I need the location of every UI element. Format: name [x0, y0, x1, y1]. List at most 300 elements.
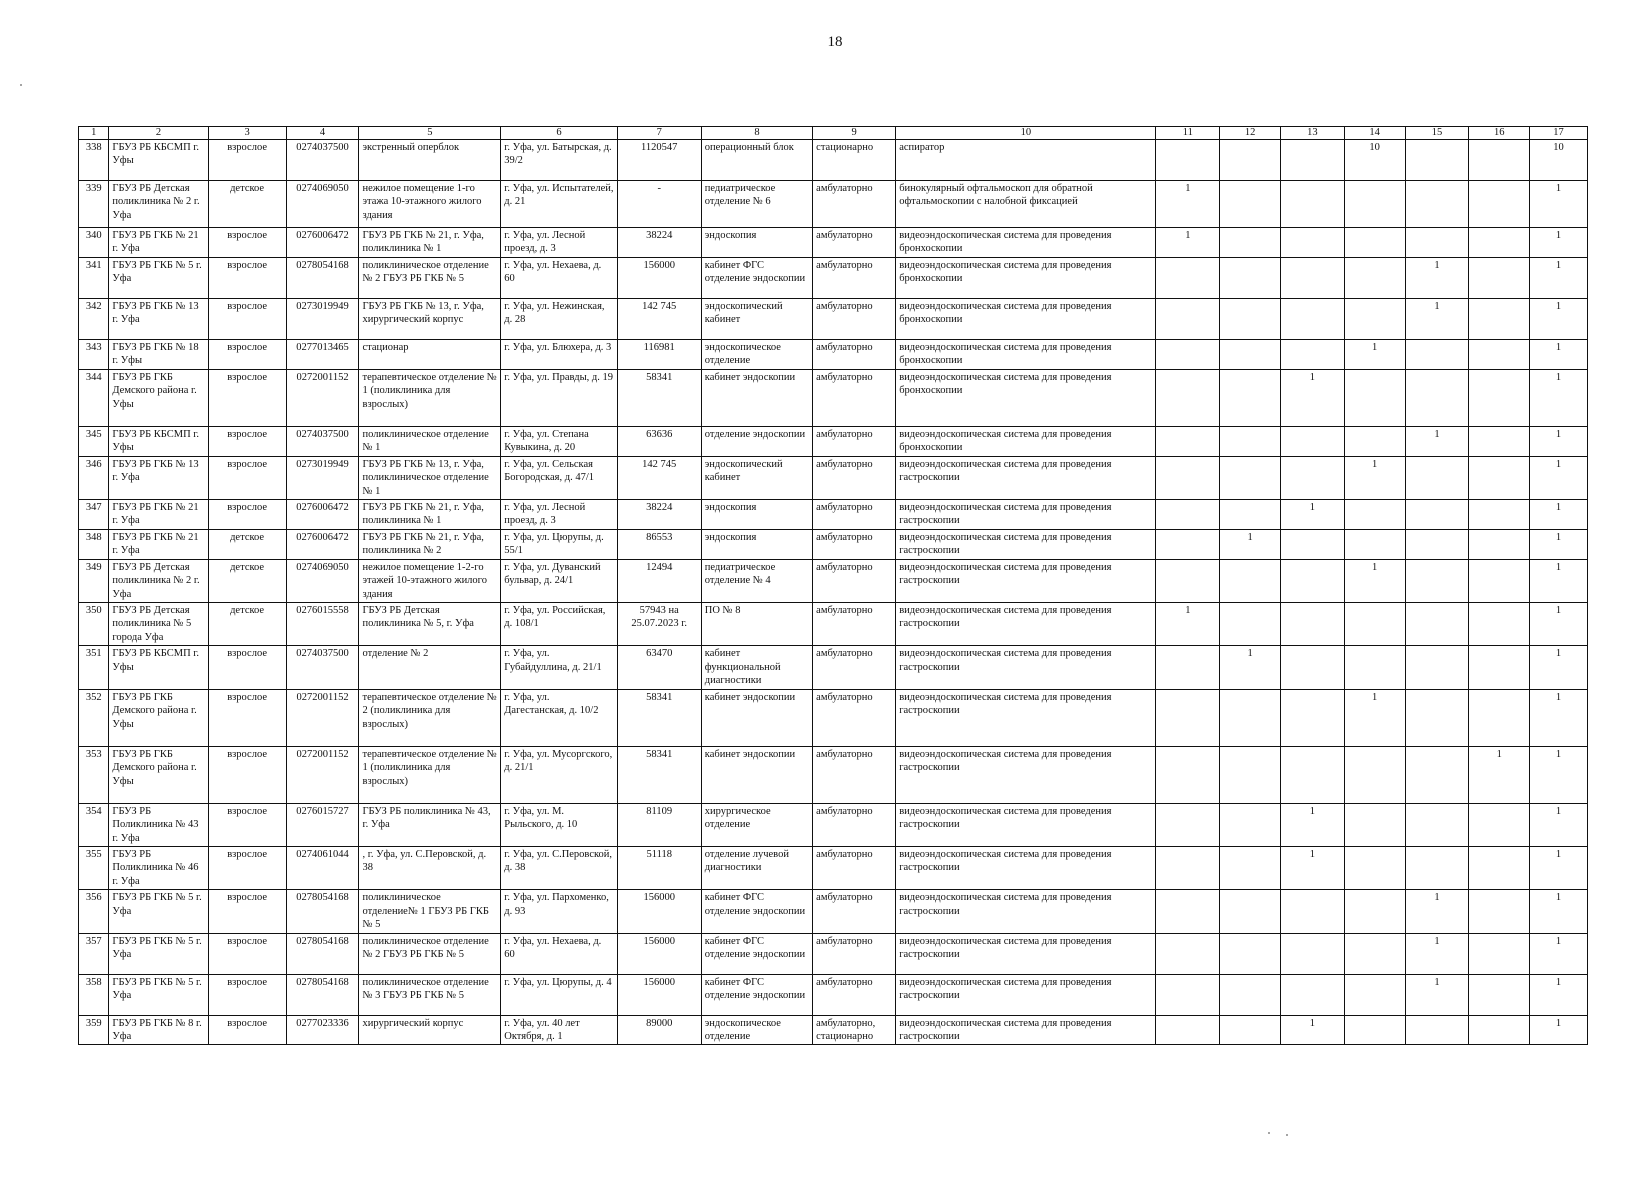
organization-cell: ГБУЗ РБ КБСМП г. Уфы: [109, 646, 208, 689]
inn-cell: 0276015558: [286, 603, 359, 646]
scan-speck: [1268, 1132, 1270, 1134]
inn-cell: 0272001152: [286, 369, 359, 426]
equipment-cell: видеоэндоскопическая система для проведения гастроскопии: [896, 559, 1156, 602]
count-cell-11: [1156, 689, 1220, 746]
subdivision-cell: ГБУЗ РБ ГКБ № 21, г. Уфа, поликлиника № 2: [359, 529, 501, 559]
count-cell-12: [1220, 369, 1281, 426]
organization-cell: ГБУЗ РБ ГКБ № 13 г. Уфа: [109, 298, 208, 339]
count-cell-17: 1: [1530, 846, 1588, 889]
count-cell-16: [1469, 257, 1530, 298]
age-group-cell: взрослое: [208, 339, 286, 369]
count-cell-17: 1: [1530, 298, 1588, 339]
column-header: 13: [1281, 127, 1345, 140]
care-mode-cell: амбулаторно: [813, 846, 896, 889]
population-cell: -: [617, 181, 701, 228]
population-cell: 142 745: [617, 298, 701, 339]
count-cell-16: [1469, 499, 1530, 529]
population-cell: 81109: [617, 803, 701, 846]
inn-cell: 0276006472: [286, 529, 359, 559]
department-cell: педиатрическое отделение № 4: [701, 559, 812, 602]
count-cell-12: [1220, 228, 1281, 258]
organization-cell: ГБУЗ РБ ГКБ № 21 г. Уфа: [109, 529, 208, 559]
department-cell: эндоскопическое отделение: [701, 339, 812, 369]
table-row: [79, 846, 1588, 889]
population-cell: 156000: [617, 890, 701, 933]
table-row: [79, 689, 1588, 746]
age-group-cell: взрослое: [208, 228, 286, 258]
count-cell-14: [1344, 603, 1405, 646]
count-cell-15: [1405, 646, 1469, 689]
count-cell-12: 1: [1220, 646, 1281, 689]
population-cell: 142 745: [617, 456, 701, 499]
equipment-cell: видеоэндоскопическая система для проведения гастроскопии: [896, 746, 1156, 803]
count-cell-16: [1469, 369, 1530, 426]
population-cell: 156000: [617, 974, 701, 1015]
count-cell-13: [1281, 529, 1345, 559]
count-cell-12: [1220, 181, 1281, 228]
organization-cell: ГБУЗ РБ ГКБ № 5 г. Уфа: [109, 890, 208, 933]
organization-cell: ГБУЗ РБ ГКБ № 13 г. Уфа: [109, 456, 208, 499]
organization-cell: ГБУЗ РБ ГКБ № 5 г. Уфа: [109, 257, 208, 298]
subdivision-cell: отделение № 2: [359, 646, 501, 689]
table-row: [79, 890, 1588, 933]
count-cell-12: [1220, 603, 1281, 646]
equipment-cell: видеоэндоскопическая система для проведения гастроскопии: [896, 803, 1156, 846]
row-number: 349: [79, 559, 109, 602]
inn-cell: 0276015727: [286, 803, 359, 846]
count-cell-15: [1405, 559, 1469, 602]
count-cell-16: [1469, 846, 1530, 889]
age-group-cell: взрослое: [208, 890, 286, 933]
count-cell-14: [1344, 181, 1405, 228]
department-cell: кабинет ФГС отделение эндоскопии: [701, 974, 812, 1015]
inn-cell: 0273019949: [286, 456, 359, 499]
table-row: [79, 426, 1588, 456]
count-cell-16: [1469, 689, 1530, 746]
inn-cell: 0274069050: [286, 181, 359, 228]
count-cell-15: [1405, 456, 1469, 499]
column-header: 2: [109, 127, 208, 140]
care-mode-cell: амбулаторно: [813, 181, 896, 228]
address-cell: г. Уфа, ул. Батырская, д. 39/2: [501, 140, 617, 181]
count-cell-17: 1: [1530, 228, 1588, 258]
care-mode-cell: амбулаторно: [813, 933, 896, 974]
equipment-cell: видеоэндоскопическая система для проведения гастроскопии: [896, 974, 1156, 1015]
count-cell-17: 1: [1530, 499, 1588, 529]
column-header: 9: [813, 127, 896, 140]
organization-cell: ГБУЗ РБ ГКБ № 5 г. Уфа: [109, 974, 208, 1015]
count-cell-17: 1: [1530, 646, 1588, 689]
department-cell: эндоскопия: [701, 228, 812, 258]
organization-cell: ГБУЗ РБ ГКБ Демского района г. Уфы: [109, 689, 208, 746]
organization-cell: ГБУЗ РБ ГКБ № 18 г. Уфы: [109, 339, 208, 369]
count-cell-14: [1344, 933, 1405, 974]
row-number: 354: [79, 803, 109, 846]
department-cell: эндоскопия: [701, 499, 812, 529]
column-header: 5: [359, 127, 501, 140]
address-cell: г. Уфа, ул. Пархоменко, д. 93: [501, 890, 617, 933]
address-cell: г. Уфа, ул. Нежинская, д. 28: [501, 298, 617, 339]
age-group-cell: детское: [208, 559, 286, 602]
table-row: [79, 559, 1588, 602]
count-cell-13: [1281, 603, 1345, 646]
row-number: 348: [79, 529, 109, 559]
row-number: 358: [79, 974, 109, 1015]
count-cell-11: [1156, 499, 1220, 529]
care-mode-cell: амбулаторно: [813, 689, 896, 746]
count-cell-13: [1281, 140, 1345, 181]
department-cell: ПО № 8: [701, 603, 812, 646]
subdivision-cell: стационар: [359, 339, 501, 369]
count-cell-17: 1: [1530, 890, 1588, 933]
count-cell-17: 1: [1530, 746, 1588, 803]
count-cell-11: [1156, 257, 1220, 298]
population-cell: 156000: [617, 933, 701, 974]
address-cell: г. Уфа, ул. Испытателей, д. 21: [501, 181, 617, 228]
count-cell-16: [1469, 646, 1530, 689]
inn-cell: 0278054168: [286, 974, 359, 1015]
count-cell-13: 1: [1281, 1015, 1345, 1045]
count-cell-16: [1469, 933, 1530, 974]
count-cell-13: [1281, 646, 1345, 689]
count-cell-11: [1156, 1015, 1220, 1045]
population-cell: 38224: [617, 228, 701, 258]
address-cell: г. Уфа, ул. С.Перовской, д. 38: [501, 846, 617, 889]
count-cell-14: 1: [1344, 456, 1405, 499]
count-cell-14: 10: [1344, 140, 1405, 181]
care-mode-cell: амбулаторно: [813, 974, 896, 1015]
organization-cell: ГБУЗ РБ Детская поликлиника № 2 г. Уфа: [109, 181, 208, 228]
equipment-cell: видеоэндоскопическая система для проведения бронхоскопии: [896, 426, 1156, 456]
count-cell-13: [1281, 426, 1345, 456]
row-number: 342: [79, 298, 109, 339]
count-cell-16: [1469, 228, 1530, 258]
care-mode-cell: амбулаторно: [813, 603, 896, 646]
age-group-cell: взрослое: [208, 846, 286, 889]
page-number: 18: [827, 34, 843, 50]
count-cell-13: [1281, 456, 1345, 499]
inn-cell: 0274037500: [286, 646, 359, 689]
table-row: [79, 499, 1588, 529]
subdivision-cell: нежилое помещение 1-го этажа 10-этажного жилого здания: [359, 181, 501, 228]
count-cell-15: [1405, 339, 1469, 369]
count-cell-14: [1344, 529, 1405, 559]
age-group-cell: детское: [208, 181, 286, 228]
age-group-cell: взрослое: [208, 746, 286, 803]
subdivision-cell: поликлиническое отделение № 1: [359, 426, 501, 456]
address-cell: г. Уфа, ул. Цюрупы, д. 4: [501, 974, 617, 1015]
subdivision-cell: экстренный оперблок: [359, 140, 501, 181]
count-cell-16: [1469, 140, 1530, 181]
address-cell: г. Уфа, ул. Мусоргского, д. 21/1: [501, 746, 617, 803]
equipment-cell: видеоэндоскопическая система для проведения бронхоскопии: [896, 369, 1156, 426]
count-cell-12: 1: [1220, 529, 1281, 559]
row-number: 359: [79, 1015, 109, 1045]
count-cell-16: [1469, 890, 1530, 933]
row-number: 347: [79, 499, 109, 529]
inn-cell: 0278054168: [286, 257, 359, 298]
age-group-cell: взрослое: [208, 974, 286, 1015]
count-cell-11: [1156, 426, 1220, 456]
organization-cell: ГБУЗ РБ ГКБ № 21 г. Уфа: [109, 499, 208, 529]
table-row: [79, 746, 1588, 803]
count-cell-15: 1: [1405, 257, 1469, 298]
population-cell: 38224: [617, 499, 701, 529]
population-cell: 116981: [617, 339, 701, 369]
count-cell-15: [1405, 603, 1469, 646]
count-cell-13: [1281, 890, 1345, 933]
equipment-cell: видеоэндоскопическая система для проведения гастроскопии: [896, 499, 1156, 529]
row-number: 341: [79, 257, 109, 298]
subdivision-cell: ГБУЗ РБ ГКБ № 21, г. Уфа, поликлиника № 1: [359, 228, 501, 258]
organization-cell: ГБУЗ РБ КБСМП г. Уфы: [109, 140, 208, 181]
address-cell: г. Уфа, ул. Дуванский бульвар, д. 24/1: [501, 559, 617, 602]
count-cell-15: [1405, 689, 1469, 746]
address-cell: г. Уфа, ул. М. Рыльского, д. 10: [501, 803, 617, 846]
scan-speck: [1286, 1134, 1288, 1136]
age-group-cell: взрослое: [208, 140, 286, 181]
equipment-cell: видеоэндоскопическая система для проведения гастроскопии: [896, 603, 1156, 646]
count-cell-11: 1: [1156, 181, 1220, 228]
count-cell-14: [1344, 369, 1405, 426]
column-header: 6: [501, 127, 617, 140]
table-row: [79, 339, 1588, 369]
subdivision-cell: терапевтическое отделение № 1 (поликлиника для взрослых): [359, 369, 501, 426]
row-number: 351: [79, 646, 109, 689]
age-group-cell: взрослое: [208, 456, 286, 499]
inn-cell: 0278054168: [286, 890, 359, 933]
department-cell: кабинет эндоскопии: [701, 689, 812, 746]
count-cell-13: 1: [1281, 846, 1345, 889]
department-cell: кабинет эндоскопии: [701, 369, 812, 426]
count-cell-13: [1281, 689, 1345, 746]
inn-cell: 0277023336: [286, 1015, 359, 1045]
subdivision-cell: , г. Уфа, ул. С.Перовской, д. 38: [359, 846, 501, 889]
address-cell: г. Уфа, ул. 40 лет Октября, д. 1: [501, 1015, 617, 1045]
department-cell: эндоскопия: [701, 529, 812, 559]
count-cell-12: [1220, 499, 1281, 529]
count-cell-11: 1: [1156, 603, 1220, 646]
department-cell: эндоскопический кабинет: [701, 298, 812, 339]
count-cell-14: [1344, 426, 1405, 456]
row-number: 344: [79, 369, 109, 426]
count-cell-15: 1: [1405, 890, 1469, 933]
age-group-cell: взрослое: [208, 369, 286, 426]
subdivision-cell: поликлиническое отделение№ 1 ГБУЗ РБ ГКБ № 5: [359, 890, 501, 933]
count-cell-13: [1281, 181, 1345, 228]
count-cell-11: [1156, 529, 1220, 559]
count-cell-12: [1220, 140, 1281, 181]
document-sheet: [78, 126, 1588, 1045]
equipment-cell: аспиратор: [896, 140, 1156, 181]
column-header: 4: [286, 127, 359, 140]
equipment-cell: видеоэндоскопическая система для проведения гастроскопии: [896, 646, 1156, 689]
count-cell-12: [1220, 846, 1281, 889]
equipment-cell: видеоэндоскопическая система для проведения гастроскопии: [896, 689, 1156, 746]
column-header: 3: [208, 127, 286, 140]
column-header: 11: [1156, 127, 1220, 140]
count-cell-11: [1156, 456, 1220, 499]
inn-cell: 0272001152: [286, 689, 359, 746]
count-cell-12: [1220, 803, 1281, 846]
column-header: 7: [617, 127, 701, 140]
count-cell-14: [1344, 846, 1405, 889]
count-cell-11: [1156, 559, 1220, 602]
table-row: [79, 933, 1588, 974]
column-header: 12: [1220, 127, 1281, 140]
equipment-cell: видеоэндоскопическая система для проведения гастроскопии: [896, 1015, 1156, 1045]
table-row: [79, 298, 1588, 339]
scan-speck: [20, 84, 22, 86]
count-cell-16: [1469, 803, 1530, 846]
care-mode-cell: амбулаторно: [813, 339, 896, 369]
organization-cell: ГБУЗ РБ Поликлиника № 43 г. Уфа: [109, 803, 208, 846]
age-group-cell: взрослое: [208, 646, 286, 689]
equipment-cell: видеоэндоскопическая система для проведения гастроскопии: [896, 890, 1156, 933]
row-number: 353: [79, 746, 109, 803]
table-row: [79, 257, 1588, 298]
count-cell-12: [1220, 974, 1281, 1015]
column-header: 16: [1469, 127, 1530, 140]
count-cell-12: [1220, 933, 1281, 974]
department-cell: эндоскопический кабинет: [701, 456, 812, 499]
count-cell-17: 1: [1530, 369, 1588, 426]
care-mode-cell: стационарно: [813, 140, 896, 181]
subdivision-cell: терапевтическое отделение № 2 (поликлиника для взрослых): [359, 689, 501, 746]
count-cell-17: 1: [1530, 974, 1588, 1015]
count-cell-15: 1: [1405, 298, 1469, 339]
inn-cell: 0272001152: [286, 746, 359, 803]
organization-cell: ГБУЗ РБ ГКБ № 5 г. Уфа: [109, 933, 208, 974]
count-cell-15: 1: [1405, 426, 1469, 456]
count-cell-13: 1: [1281, 803, 1345, 846]
count-cell-11: [1156, 846, 1220, 889]
count-cell-14: [1344, 499, 1405, 529]
address-cell: г. Уфа, ул. Сельская Богородская, д. 47/1: [501, 456, 617, 499]
care-mode-cell: амбулаторно: [813, 499, 896, 529]
address-cell: г. Уфа, ул. Дагестанская, д. 10/2: [501, 689, 617, 746]
count-cell-17: 1: [1530, 559, 1588, 602]
subdivision-cell: нежилое помещение 1-2-го этажей 10-этажного жилого здания: [359, 559, 501, 602]
count-cell-15: [1405, 140, 1469, 181]
count-cell-17: 1: [1530, 426, 1588, 456]
count-cell-16: [1469, 426, 1530, 456]
count-cell-17: 10: [1530, 140, 1588, 181]
count-cell-16: 1: [1469, 746, 1530, 803]
equipment-cell: видеоэндоскопическая система для проведения бронхоскопии: [896, 339, 1156, 369]
care-mode-cell: амбулаторно: [813, 257, 896, 298]
organization-cell: ГБУЗ РБ Детская поликлиника № 2 г. Уфа: [109, 559, 208, 602]
department-cell: кабинет эндоскопии: [701, 746, 812, 803]
care-mode-cell: амбулаторно: [813, 298, 896, 339]
population-cell: 12494: [617, 559, 701, 602]
count-cell-15: [1405, 846, 1469, 889]
count-cell-15: 1: [1405, 933, 1469, 974]
row-number: 352: [79, 689, 109, 746]
count-cell-11: [1156, 890, 1220, 933]
inn-cell: 0274069050: [286, 559, 359, 602]
table-row: [79, 140, 1588, 181]
inn-cell: 0276006472: [286, 499, 359, 529]
count-cell-12: [1220, 559, 1281, 602]
column-header: 1: [79, 127, 109, 140]
department-cell: операционный блок: [701, 140, 812, 181]
count-cell-16: [1469, 603, 1530, 646]
table-row: [79, 603, 1588, 646]
count-cell-14: [1344, 257, 1405, 298]
age-group-cell: взрослое: [208, 298, 286, 339]
subdivision-cell: ГБУЗ РБ ГКБ № 21, г. Уфа, поликлиника № 1: [359, 499, 501, 529]
count-cell-15: [1405, 1015, 1469, 1045]
count-cell-17: 1: [1530, 1015, 1588, 1045]
count-cell-11: 1: [1156, 228, 1220, 258]
subdivision-cell: терапевтическое отделение № 1 (поликлиника для взрослых): [359, 746, 501, 803]
count-cell-15: [1405, 181, 1469, 228]
population-cell: 63470: [617, 646, 701, 689]
subdivision-cell: ГБУЗ РБ ГКБ № 13, г. Уфа, хирургический корпус: [359, 298, 501, 339]
row-number: 345: [79, 426, 109, 456]
care-mode-cell: амбулаторно: [813, 426, 896, 456]
address-cell: г. Уфа, ул. Лесной проезд, д. 3: [501, 228, 617, 258]
age-group-cell: взрослое: [208, 1015, 286, 1045]
count-cell-15: [1405, 499, 1469, 529]
count-cell-11: [1156, 369, 1220, 426]
care-mode-cell: амбулаторно: [813, 803, 896, 846]
row-number: 339: [79, 181, 109, 228]
count-cell-11: [1156, 974, 1220, 1015]
count-cell-15: [1405, 746, 1469, 803]
count-cell-12: [1220, 426, 1281, 456]
population-cell: 57943 на 25.07.2023 г.: [617, 603, 701, 646]
care-mode-cell: амбулаторно: [813, 529, 896, 559]
count-cell-16: [1469, 559, 1530, 602]
inn-cell: 0276006472: [286, 228, 359, 258]
equipment-cell: видеоэндоскопическая система для проведения бронхоскопии: [896, 257, 1156, 298]
count-cell-16: [1469, 1015, 1530, 1045]
inn-cell: 0274037500: [286, 140, 359, 181]
organization-cell: ГБУЗ РБ ГКБ Демского района г. Уфы: [109, 369, 208, 426]
equipment-cell: видеоэндоскопическая система для проведения гастроскопии: [896, 456, 1156, 499]
department-cell: отделение эндоскопии: [701, 426, 812, 456]
count-cell-12: [1220, 298, 1281, 339]
count-cell-17: 1: [1530, 529, 1588, 559]
table-row: [79, 456, 1588, 499]
organization-cell: ГБУЗ РБ ГКБ Демского района г. Уфы: [109, 746, 208, 803]
count-cell-12: [1220, 456, 1281, 499]
count-cell-14: [1344, 1015, 1405, 1045]
subdivision-cell: ГБУЗ РБ поликлиника № 43, г. Уфа: [359, 803, 501, 846]
department-cell: хирургическое отделение: [701, 803, 812, 846]
inn-cell: 0274037500: [286, 426, 359, 456]
count-cell-14: [1344, 803, 1405, 846]
count-cell-14: 1: [1344, 559, 1405, 602]
organization-cell: ГБУЗ РБ Поликлиника № 46 г. Уфа: [109, 846, 208, 889]
row-number: 338: [79, 140, 109, 181]
count-cell-14: 1: [1344, 689, 1405, 746]
care-mode-cell: амбулаторно, стационарно: [813, 1015, 896, 1045]
count-cell-13: [1281, 298, 1345, 339]
count-cell-16: [1469, 298, 1530, 339]
inn-cell: 0274061044: [286, 846, 359, 889]
count-cell-17: 1: [1530, 181, 1588, 228]
care-mode-cell: амбулаторно: [813, 369, 896, 426]
organization-cell: ГБУЗ РБ КБСМП г. Уфы: [109, 426, 208, 456]
count-cell-15: [1405, 529, 1469, 559]
count-cell-11: [1156, 339, 1220, 369]
table-row: [79, 1015, 1588, 1045]
count-cell-15: [1405, 803, 1469, 846]
table-row: [79, 181, 1588, 228]
